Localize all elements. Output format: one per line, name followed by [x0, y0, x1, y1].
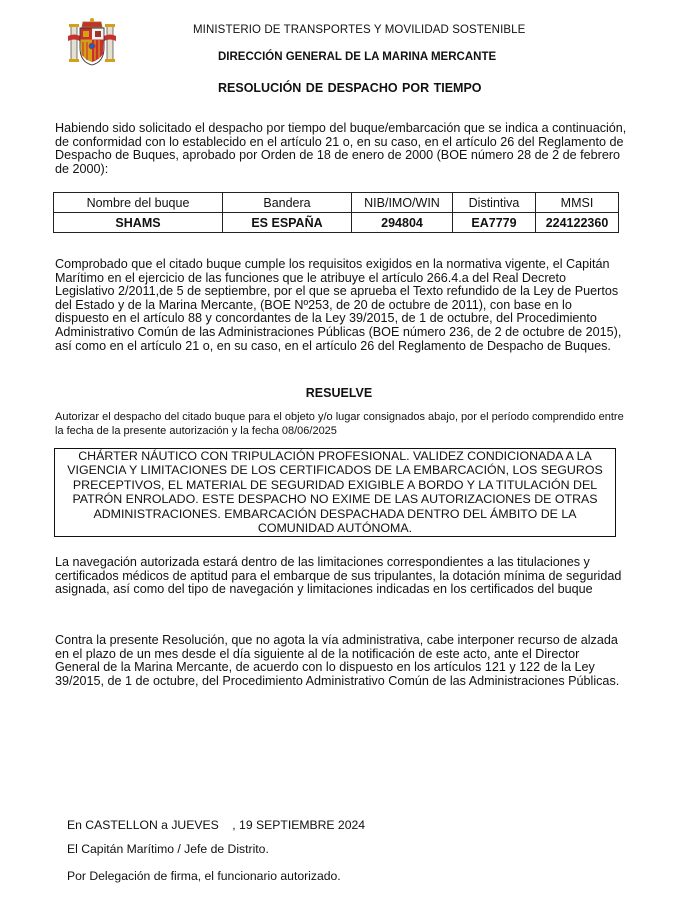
table-header-row [54, 193, 619, 213]
cell-mmsi: 224122360 [536, 213, 619, 233]
document-title: RESOLUCIÓN DE DESPACHO POR TIEMPO [218, 81, 482, 95]
place-date-line: En CASTELLON a JUEVES , 19 SEPTIEMBRE 2024 [67, 818, 366, 832]
intro-paragraph: Habiendo sido solicitado el despacho por tiempo del buque/embarcación que se indica a continuación, de conformidad con lo establecido en el artículo 21 o, en su caso, en el artículo 26 del Reglamento de Despacho de Buques, aprobado por Orden de 18 de enero de 2000 (BOE número 28 de 2 de febrero de 2000): [55, 121, 627, 176]
delegation-line: Por Delegación de firma, el funcionario autorizado. [67, 869, 341, 883]
authorization-paragraph: Autorizar el despacho del citado buque para el objeto y/o lugar consignados abajo, por el período comprendido entre la fecha de la presente autorización y la fecha 08/06/2025 [55, 411, 624, 437]
directorate-name: DIRECCIÓN GENERAL DE LA MARINA MERCANTE [218, 51, 497, 63]
header-call-sign: Distintiva [453, 193, 536, 213]
ship-details-table [53, 192, 619, 233]
table-row [54, 213, 619, 233]
header-ship-name: Nombre del buque [54, 193, 223, 213]
conditions-box: CHÁRTER NÁUTICO CON TRIPULACIÓN PROFESIONAL. VALIDEZ CONDICIONADA A LA VIGENCIA Y LIMITACIONES DE LOS CERTIFICADOS DE LA EMBARCACIÓN, LOS SEGUROS PRECEPTIVOS, EL MATERIAL DE SEGURIDAD EXIGIBLE A BORDO Y LA TITULACIÓN DEL PATRÓN ENROLADO. ESTE DESPACHO NO EXIME DE LAS AUTORIZACIONES DE OTRAS ADMINISTRACIONES. EMBARCACIÓN DESPACHADA DENTRO DEL ÁMBITO DE LA COMUNIDAD AUTÓNOMA. [54, 448, 616, 537]
cell-flag: ES ESPAÑA [223, 213, 352, 233]
spanish-coat-of-arms-icon [66, 16, 118, 68]
appeal-paragraph: Contra la presente Resolución, que no agota la vía administrativa, cabe interponer recurso de alzada en el plazo de un mes desde el día siguiente al de la notificación de este acto, ante el Director General de la Marina Mercante, de acuerdo con lo dispuesto en los artículos 121 y 122 de la Ley 39/2015, de 1 de octubre, del Procedimiento Administrativo Común de las Administraciones Públicas. [55, 633, 620, 688]
header-flag: Bandera [223, 193, 352, 213]
cell-ship-name: SHAMS [54, 213, 223, 233]
cell-call-sign: EA7779 [453, 213, 536, 233]
cell-nib-imo-win: 294804 [352, 213, 453, 233]
header-nib-imo-win: NIB/IMO/WIN [352, 193, 453, 213]
ministry-name: MINISTERIO DE TRANSPORTES Y MOVILIDAD SOSTENIBLE [193, 24, 526, 36]
signatory-title: El Capitán Marítimo / Jefe de Distrito. [67, 842, 269, 856]
resuelve-heading: RESUELVE [305, 386, 373, 400]
header-mmsi: MMSI [536, 193, 619, 213]
comprobado-paragraph: Comprobado que el citado buque cumple los requisitos exigidos en la normativa vigente, el Capitán Marítimo en el ejercicio de las funciones que le atribuye el artículo 266.4.a del Real Decreto Legislativo 2/2011,de 5 de septiembre, por el que se aprueba el Texto refundido de la Ley de Puertos del Estado y de la Marina Mercante, (BOE Nº253, de 20 de octubre de 2011), con base en lo dispuesto en el artículo 88 y concordantes de la Ley 39/2015, de 1 de octubre, del Procedimiento Administrativo Común de las Administraciones Públicas (BOE número 236, de 2 de octubre de 2015), así como en el artículo 21 o, en su caso, en el artículo 26 del Reglamento de Despacho de Buques. [55, 257, 622, 353]
navigation-paragraph: La navegación autorizada estará dentro de las limitaciones correspondientes a las titulaciones y certificados médicos de aptitud para el embarque de sus tripulantes, la dotación mínima de seguridad asignada, así como del tipo de navegación y limitaciones indicadas en los certificados del buque [55, 555, 622, 597]
